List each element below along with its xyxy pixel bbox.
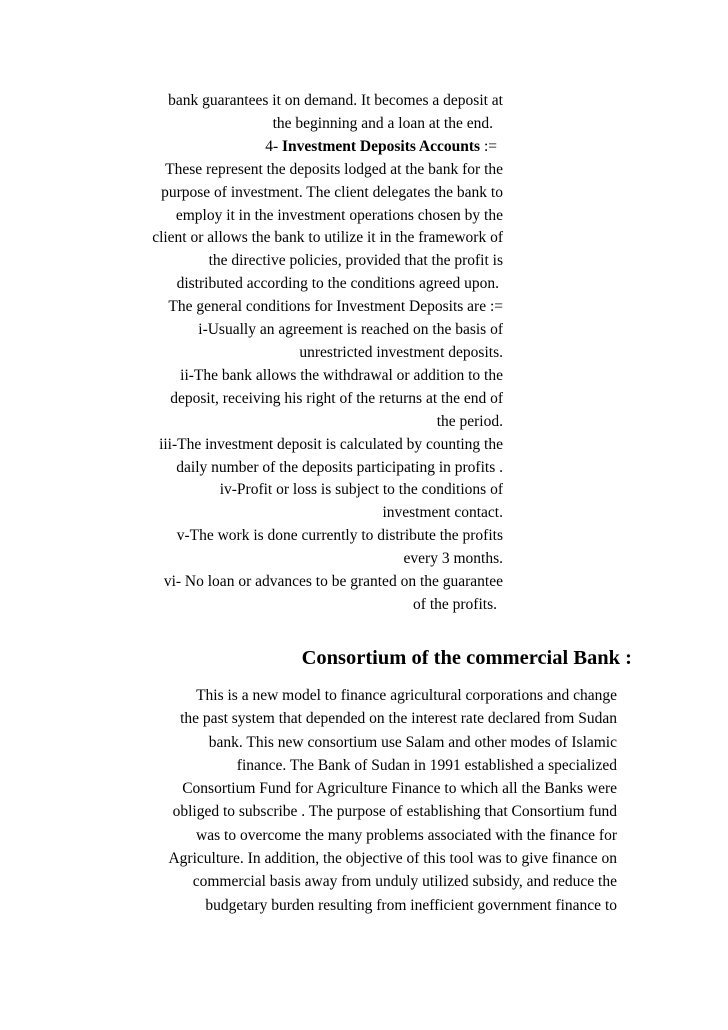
text-line: finance. The Bank of Sudan in 1991 established a specialized: [236, 756, 617, 774]
text-line: the period.: [436, 412, 503, 430]
consortium-section: [90, 684, 617, 917]
text-line: v-The work is done currently to distribute the profits: [176, 527, 503, 545]
text-line: deposit, receiving his right of the returns at the end of: [170, 389, 503, 407]
subheading-title: Investment Deposits Accounts: [282, 137, 481, 155]
text-line: client or allows the bank to utilize it in the framework of: [152, 229, 503, 247]
text-line: Consortium Fund for Agriculture Finance to which all the Banks were: [182, 780, 617, 798]
text-line: vi- No loan or advances to be granted on the guarantee: [163, 573, 503, 591]
text-line: the beginning and a loan at the end.: [272, 114, 493, 132]
text-line: budgetary burden resulting from inefficient government finance to: [205, 896, 617, 914]
text-line: of the profits.: [413, 595, 497, 613]
text-line: purpose of investment. The client delegates the bank to: [161, 183, 503, 201]
text-line: iii-The investment deposit is calculated by counting the: [159, 435, 503, 453]
text-line: These represent the deposits lodged at the bank for the: [165, 160, 503, 178]
text-line: was to overcome the many problems associated with the finance for: [196, 826, 617, 844]
text-line: commercial basis away from unduly utilized subsidy, and reduce the: [192, 873, 617, 891]
text-line: The general conditions for Investment Deposits are :=: [168, 298, 503, 316]
text-line: obliged to subscribe . The purpose of establishing that Consortium fund: [172, 803, 617, 821]
text-line: the directive policies, provided that the profit is: [208, 252, 503, 270]
text-line: the past system that depended on the interest rate declared from Sudan: [180, 710, 617, 728]
text-line: daily number of the deposits participating in profits .: [176, 458, 503, 476]
subheading-number: 4-: [265, 137, 279, 155]
text-line: employ it in the investment operations chosen by the: [175, 206, 503, 224]
subheading-suffix: :=: [483, 137, 497, 155]
text-line: unrestricted investment deposits.: [299, 343, 503, 361]
text-line: distributed according to the conditions agreed upon.: [176, 275, 499, 293]
text-line: iv-Profit or loss is subject to the conditions of: [219, 481, 503, 499]
investment-deposits-section: [80, 90, 503, 617]
consortium-heading: Consortium of the commercial Bank :: [301, 647, 632, 669]
text-line: every 3 months.: [403, 550, 503, 568]
text-line: investment contact.: [382, 504, 503, 522]
text-line: This is a new model to finance agricultural corporations and change: [196, 687, 617, 704]
text-line: i-Usually an agreement is reached on the basis of: [198, 321, 503, 339]
text-line: bank. This new consortium use Salam and other modes of Islamic: [208, 733, 617, 751]
subheading-investment-deposits: [80, 136, 503, 159]
text-line: bank guarantees it on demand. It becomes a deposit at: [168, 92, 503, 109]
text-line: Agriculture. In addition, the objective of this tool was to give finance on: [168, 850, 617, 868]
text-line: ii-The bank allows the withdrawal or addition to the: [180, 366, 503, 384]
